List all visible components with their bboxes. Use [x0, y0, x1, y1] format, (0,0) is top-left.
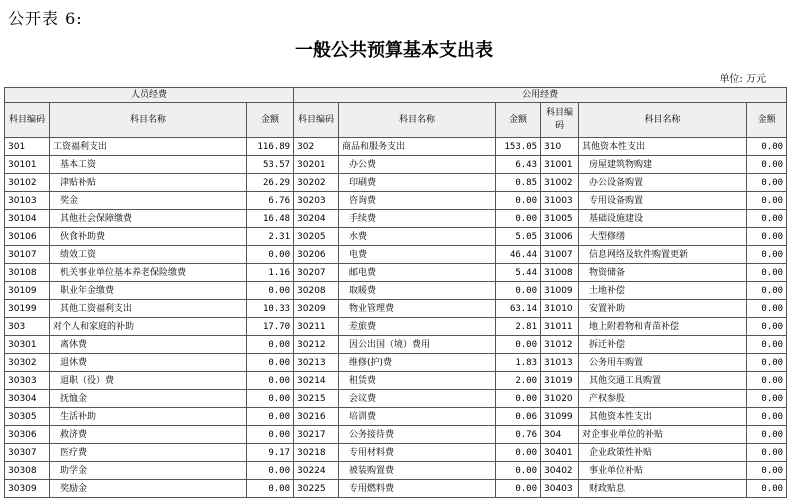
- table-row: [5, 228, 787, 246]
- item-name: 取暖费: [339, 282, 496, 300]
- item-code: 30201: [294, 156, 339, 174]
- item-amount: 0.00: [247, 462, 294, 480]
- item-name: 维修(护)费: [339, 354, 496, 372]
- item-name: 专用设备购置: [579, 192, 747, 210]
- item-amount: 9.17: [247, 444, 294, 462]
- item-code: 30217: [294, 426, 339, 444]
- item-name: 其他资本性支出: [579, 138, 747, 156]
- item-amount: 0.00: [496, 480, 541, 498]
- column-header-name: 科目名称: [339, 103, 496, 138]
- item-amount: 0.00: [247, 282, 294, 300]
- column-header-name: 科目名称: [50, 103, 247, 138]
- item-amount: 0.00: [247, 480, 294, 498]
- column-header-name: 科目名称: [579, 103, 747, 138]
- item-name: 企业政策性补贴: [579, 444, 747, 462]
- item-amount: 0.00: [496, 210, 541, 228]
- item-name: 公务用车购置: [579, 354, 747, 372]
- item-name: 因公出国（境）费用: [339, 336, 496, 354]
- group-header-public: 公用经费: [294, 88, 787, 103]
- item-code: 31013: [541, 354, 579, 372]
- item-amount: 5.44: [496, 264, 541, 282]
- item-name: 奖金: [50, 192, 247, 210]
- item-amount: 63.14: [496, 300, 541, 318]
- item-name: 印刷费: [339, 174, 496, 192]
- unit-label: 单位: 万元: [719, 74, 766, 85]
- item-amount: 0.00: [247, 246, 294, 264]
- item-amount: 16.48: [247, 210, 294, 228]
- item-code: 31012: [541, 336, 579, 354]
- table-row: [5, 444, 787, 462]
- item-code: 30213: [294, 354, 339, 372]
- item-amount: 6.76: [247, 192, 294, 210]
- column-header-code: 科目编码: [541, 103, 579, 138]
- item-code: 30225: [294, 480, 339, 498]
- item-name: 其他社会保障缴费: [50, 210, 247, 228]
- item-code: 30199: [5, 300, 50, 318]
- item-code: 30305: [5, 408, 50, 426]
- item-name: 专用燃料费: [339, 480, 496, 498]
- item-amount: 0.00: [747, 480, 787, 498]
- item-name: 对企事业单位的补贴: [579, 426, 747, 444]
- item-code: 303: [5, 318, 50, 336]
- item-name: 其他工资福利支出: [50, 300, 247, 318]
- item-name: 基本工资: [50, 156, 247, 174]
- item-code: 31011: [541, 318, 579, 336]
- item-name: 其他资本性支出: [579, 408, 747, 426]
- item-code: 30205: [294, 228, 339, 246]
- table-row: [5, 174, 787, 192]
- item-code: 30206: [294, 246, 339, 264]
- item-code: 30203: [294, 192, 339, 210]
- item-code: 30207: [294, 264, 339, 282]
- item-amount: 0.00: [747, 174, 787, 192]
- table-row: [5, 426, 787, 444]
- item-amount: 10.33: [247, 300, 294, 318]
- item-amount: 0.00: [247, 390, 294, 408]
- item-amount: 0.00: [747, 426, 787, 444]
- item-name: 工资福利支出: [50, 138, 247, 156]
- item-amount: 46.44: [496, 246, 541, 264]
- item-code: 302: [294, 138, 339, 156]
- table-row: [5, 192, 787, 210]
- item-code: 31003: [541, 192, 579, 210]
- item-amount: 0.00: [747, 282, 787, 300]
- item-amount: 0.00: [496, 282, 541, 300]
- item-code: 30303: [5, 372, 50, 390]
- item-code: 31007: [541, 246, 579, 264]
- item-amount: 0.00: [247, 426, 294, 444]
- item-code: 30106: [5, 228, 50, 246]
- item-code: 30109: [5, 282, 50, 300]
- table-row: [5, 246, 787, 264]
- item-amount: 6.43: [496, 156, 541, 174]
- item-amount: 0.00: [747, 138, 787, 156]
- column-header-amount: 金额: [496, 103, 541, 138]
- item-amount: 0.00: [747, 192, 787, 210]
- item-name: 房屋建筑物购建: [579, 156, 747, 174]
- item-amount: 26.29: [247, 174, 294, 192]
- item-amount: 0.00: [747, 300, 787, 318]
- item-name: 物业管理费: [339, 300, 496, 318]
- item-amount: 0.00: [496, 444, 541, 462]
- item-code: 30204: [294, 210, 339, 228]
- item-name: 绩效工资: [50, 246, 247, 264]
- item-amount: 0.00: [496, 462, 541, 480]
- document-label: 公开表 6:: [8, 9, 83, 28]
- table-row: [5, 264, 787, 282]
- item-name: 手续费: [339, 210, 496, 228]
- item-code: 31010: [541, 300, 579, 318]
- item-code: 30202: [294, 174, 339, 192]
- item-amount: 0.00: [747, 390, 787, 408]
- item-name: 拆迁补偿: [579, 336, 747, 354]
- item-amount: 0.00: [747, 336, 787, 354]
- item-name: 差旅费: [339, 318, 496, 336]
- item-code: 30107: [5, 246, 50, 264]
- item-code: 31008: [541, 264, 579, 282]
- item-code: 30218: [294, 444, 339, 462]
- item-amount: 2.31: [247, 228, 294, 246]
- item-code: 30304: [5, 390, 50, 408]
- item-code: 30103: [5, 192, 50, 210]
- table-row: [5, 354, 787, 372]
- item-name: 办公费: [339, 156, 496, 174]
- item-amount: 0.00: [747, 354, 787, 372]
- item-code: 30108: [5, 264, 50, 282]
- item-name: 水费: [339, 228, 496, 246]
- item-amount: 0.00: [247, 354, 294, 372]
- item-name: 租赁费: [339, 372, 496, 390]
- item-code: 31006: [541, 228, 579, 246]
- item-name: 邮电费: [339, 264, 496, 282]
- table-row: [5, 282, 787, 300]
- item-name: 奖励金: [50, 480, 247, 498]
- item-amount: 0.00: [747, 318, 787, 336]
- item-code: 31001: [541, 156, 579, 174]
- item-amount: 0.06: [496, 408, 541, 426]
- item-name: 大型修缮: [579, 228, 747, 246]
- item-name: 公务接待费: [339, 426, 496, 444]
- item-code: 31019: [541, 372, 579, 390]
- item-code: 31009: [541, 282, 579, 300]
- item-amount: 0.00: [247, 408, 294, 426]
- item-amount: 0.00: [496, 192, 541, 210]
- item-amount: 1.16: [247, 264, 294, 282]
- item-amount: 0.00: [747, 444, 787, 462]
- item-name: 产权参股: [579, 390, 747, 408]
- item-amount: 0.85: [496, 174, 541, 192]
- item-code: 30216: [294, 408, 339, 426]
- table-row: [5, 210, 787, 228]
- item-amount: 17.70: [247, 318, 294, 336]
- item-code: 30104: [5, 210, 50, 228]
- item-name: 退休费: [50, 354, 247, 372]
- item-name: 土地补偿: [579, 282, 747, 300]
- item-code: 30301: [5, 336, 50, 354]
- item-name: 职业年金缴费: [50, 282, 247, 300]
- item-name: 地上附着物和青苗补偿: [579, 318, 747, 336]
- item-name: 安置补助: [579, 300, 747, 318]
- item-code: 310: [541, 138, 579, 156]
- item-name: 助学金: [50, 462, 247, 480]
- item-code: 31005: [541, 210, 579, 228]
- item-code: 30214: [294, 372, 339, 390]
- item-code: 30209: [294, 300, 339, 318]
- item-amount: 0.00: [747, 372, 787, 390]
- column-header-code: 科目编码: [5, 103, 50, 138]
- item-code: 30306: [5, 426, 50, 444]
- item-amount: 1.83: [496, 354, 541, 372]
- item-name: 医疗费: [50, 444, 247, 462]
- item-amount: 2.00: [496, 372, 541, 390]
- item-name: 被装购置费: [339, 462, 496, 480]
- item-amount: 0.00: [496, 390, 541, 408]
- column-header-amount: 金额: [747, 103, 787, 138]
- item-name: 离休费: [50, 336, 247, 354]
- item-name: 机关事业单位基本养老保险缴费: [50, 264, 247, 282]
- item-amount: 0.00: [247, 372, 294, 390]
- item-code: 30402: [541, 462, 579, 480]
- table-row: [5, 480, 787, 498]
- item-code: 30308: [5, 462, 50, 480]
- item-name: 培训费: [339, 408, 496, 426]
- item-code: 30224: [294, 462, 339, 480]
- item-name: 商品和服务支出: [339, 138, 496, 156]
- table-row: [5, 336, 787, 354]
- item-amount: 0.00: [247, 336, 294, 354]
- table-row: [5, 300, 787, 318]
- item-amount: 153.05: [496, 138, 541, 156]
- item-code: 31020: [541, 390, 579, 408]
- item-code: 301: [5, 138, 50, 156]
- item-code: 30401: [541, 444, 579, 462]
- item-name: 对个人和家庭的补助: [50, 318, 247, 336]
- item-code: 30215: [294, 390, 339, 408]
- item-amount: 0.76: [496, 426, 541, 444]
- table-row: [5, 372, 787, 390]
- table-row: [5, 390, 787, 408]
- item-amount: 5.05: [496, 228, 541, 246]
- item-amount: 53.57: [247, 156, 294, 174]
- item-name: 救济费: [50, 426, 247, 444]
- item-code: 30307: [5, 444, 50, 462]
- table-row: [5, 408, 787, 426]
- item-code: 30208: [294, 282, 339, 300]
- table-row: [5, 156, 787, 174]
- item-code: 30212: [294, 336, 339, 354]
- item-name: 财政贴息: [579, 480, 747, 498]
- item-amount: 0.00: [747, 408, 787, 426]
- item-code: 30211: [294, 318, 339, 336]
- table-row: [5, 462, 787, 480]
- item-code: 31002: [541, 174, 579, 192]
- table-row: [5, 318, 787, 336]
- page-title: 一般公共预算基本支出表: [295, 40, 493, 61]
- item-name: 电费: [339, 246, 496, 264]
- item-amount: 0.00: [496, 336, 541, 354]
- item-name: 伙食补助费: [50, 228, 247, 246]
- item-amount: 0.00: [747, 462, 787, 480]
- column-header-amount: 金额: [247, 103, 294, 138]
- item-name: 其他交通工具购置: [579, 372, 747, 390]
- item-name: 咨询费: [339, 192, 496, 210]
- item-code: 31099: [541, 408, 579, 426]
- item-name: 会议费: [339, 390, 496, 408]
- item-code: 30101: [5, 156, 50, 174]
- item-name: 物资储备: [579, 264, 747, 282]
- item-amount: 0.00: [747, 246, 787, 264]
- item-name: 信息网络及软件购置更新: [579, 246, 747, 264]
- item-code: 30302: [5, 354, 50, 372]
- item-amount: 0.00: [747, 156, 787, 174]
- item-name: 生活补助: [50, 408, 247, 426]
- item-name: 办公设备购置: [579, 174, 747, 192]
- item-code: 30403: [541, 480, 579, 498]
- item-amount: 116.89: [247, 138, 294, 156]
- table-row: [5, 138, 787, 156]
- item-name: 抚恤金: [50, 390, 247, 408]
- item-name: 基础设施建设: [579, 210, 747, 228]
- item-name: 专用材料费: [339, 444, 496, 462]
- item-name: 退职（役）费: [50, 372, 247, 390]
- item-name: 事业单位补贴: [579, 462, 747, 480]
- item-code: 30102: [5, 174, 50, 192]
- item-amount: 0.00: [747, 264, 787, 282]
- item-amount: 2.81: [496, 318, 541, 336]
- item-amount: 0.00: [747, 210, 787, 228]
- item-code: 30309: [5, 480, 50, 498]
- column-header-code: 科目编码: [294, 103, 339, 138]
- group-header-personnel: 人员经费: [5, 88, 294, 103]
- item-name: 津贴补贴: [50, 174, 247, 192]
- expenditure-table: [4, 87, 787, 498]
- item-amount: 0.00: [747, 228, 787, 246]
- item-code: 304: [541, 426, 579, 444]
